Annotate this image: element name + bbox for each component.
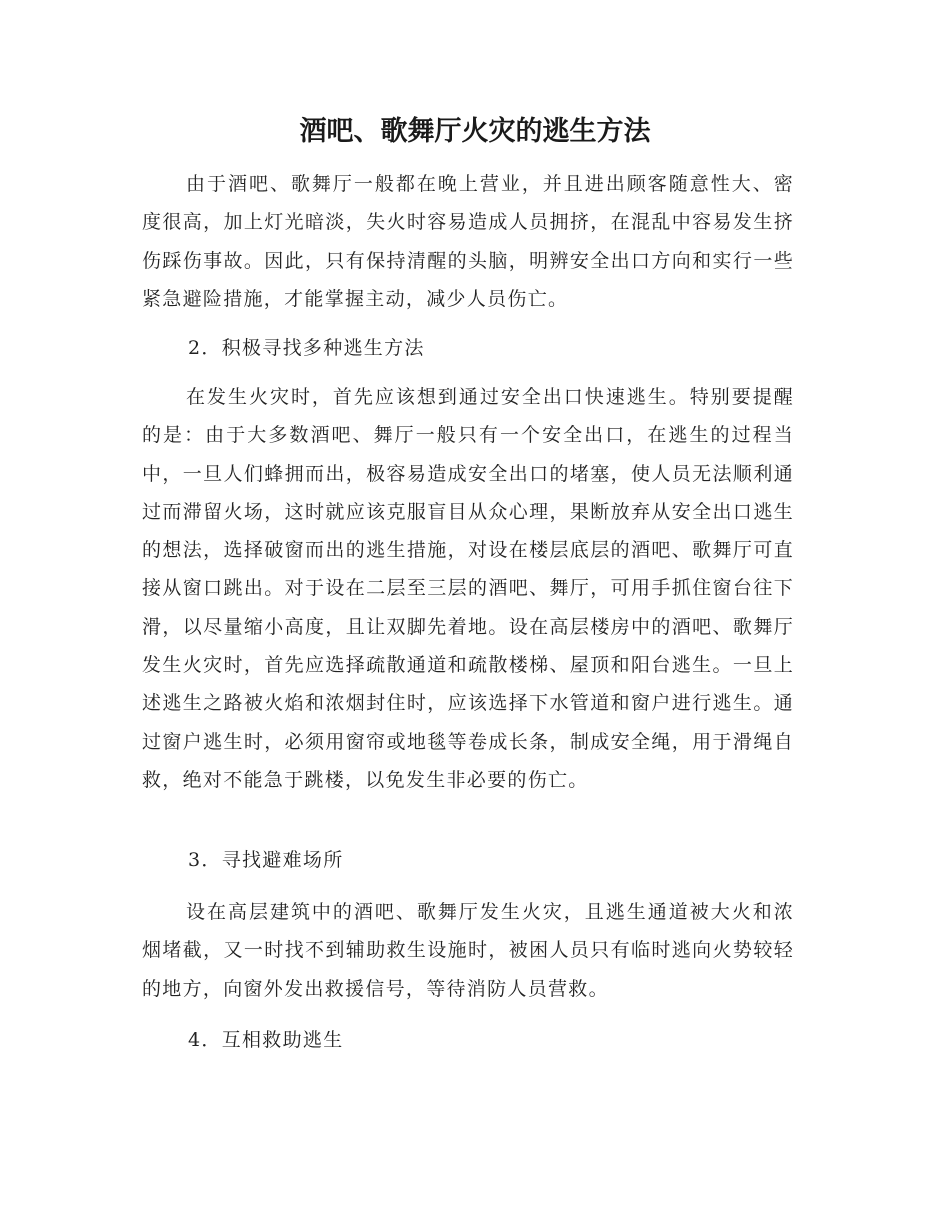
intro-paragraph: 由于酒吧、歌舞厅一般都在晚上营业，并且进出顾客随意性大、密度很高，加上灯光暗淡，失火时容易造成人员拥挤，在混乱中容易发生挤伤踩伤事故。因此，只有保持清醒的头脑，明辨安全出口方向和实行一些紧急避险措施，才能掌握主动，减少人员伤亡。 bbox=[142, 173, 794, 310]
section-heading-3: 3．寻找避难场所 bbox=[188, 849, 344, 871]
section-body-2: 在发生火灾时，首先应该想到通过安全出口快速逃生。特别要提醒的是：由于大多数酒吧、舞厅一般只有一个安全出口，在逃生的过程当中，一旦人们蜂拥而出，极容易造成安全出口的堵塞，使人员无法顺利通过而滞留火场，这时就应该克服盲目从众心理，果断放弃从安全出口逃生的想法，选择破窗而出的逃生措施，对设在楼层底层的酒吧、歌舞厅可直接从窗口跳出。对于设在二层至三层的酒吧、舞厅，可用手抓住窗台往下滑，以尽量缩小高度，且让双脚先着地。设在高层楼房中的酒吧、歌舞厅发生火灾时，首先应选择疏散通道和疏散楼梯、屋顶和阳台逃生。一旦上述逃生之路被火焰和浓烟封住时，应该选择下水管道和窗户进行逃生。通过窗户逃生时，必须用窗帘或地毯等卷成长条，制成安全绳，用于滑绳自救，绝对不能急于跳楼，以免发生非必要的伤亡。 bbox=[142, 386, 794, 791]
section-body-3: 设在高层建筑中的酒吧、歌舞厅发生火灾，且逃生通道被大火和浓烟堵截，又一时找不到辅助救生设施时，被困人员只有临时逃向火势较轻的地方，向窗外发出救援信号，等待消防人员营救。 bbox=[142, 901, 794, 1000]
document-title: 酒吧、歌舞厅火灾的逃生方法 bbox=[299, 116, 651, 147]
section-heading-4: 4．互相救助逃生 bbox=[188, 1029, 344, 1051]
section-heading-2: 2．积极寻找多种逃生方法 bbox=[188, 337, 425, 359]
